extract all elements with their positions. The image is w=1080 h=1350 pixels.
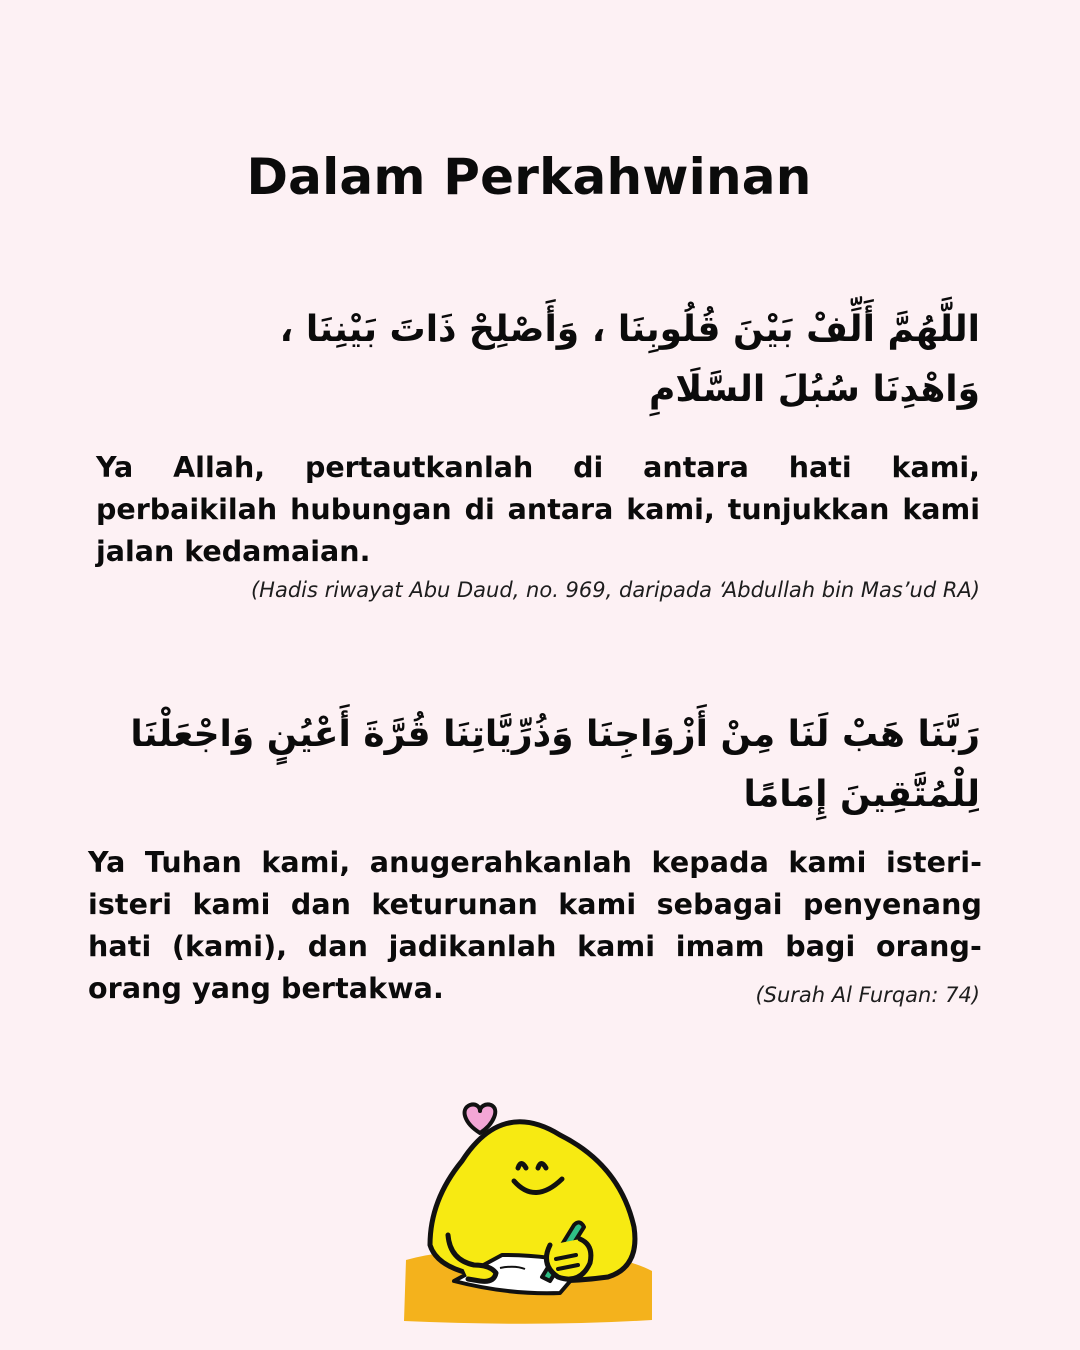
page-title: Dalam Perkahwinan	[246, 148, 812, 206]
source-reference-2: (Surah Al Furqan: 74)	[755, 983, 980, 1007]
translation-1: Ya Allah, pertautkanlah di antara hati kami, perbaikilah hubungan di antara kami, tunjukkan kami jalan kedamaian.	[96, 451, 980, 568]
translation-2: Ya Tuhan kami, anugerahkanlah kepada kami isteri-isteri kami dan keturunan kami sebagai penyenang hati (kami), dan jadikanlah kami imam bagi orang-orang yang bertakwa.	[88, 846, 982, 1005]
arabic-prayer-2: رَبَّنَا هَبْ لَنَا مِنْ أَزْوَاجِنَا وَذُرِّيَّاتِنَا قُرَّةَ أَعْيُنٍ وَاجْعَلْنَا لِلْمُتَّقِينَ إِمَامًا	[130, 714, 980, 815]
smiling-character-writing-icon	[390, 1095, 660, 1330]
arabic-prayer-1: اللَّهُمَّ أَلِّفْ بَيْنَ قُلُوبِنَا ، وَأَصْلِحْ ذَاتَ بَيْنِنَا ، وَاهْدِنَا سُبُلَ السَّلَامِ	[279, 309, 980, 410]
source-reference-1: (Hadis riwayat Abu Daud, no. 969, daripada ‘Abdullah bin Mas’ud RA)	[250, 578, 980, 602]
